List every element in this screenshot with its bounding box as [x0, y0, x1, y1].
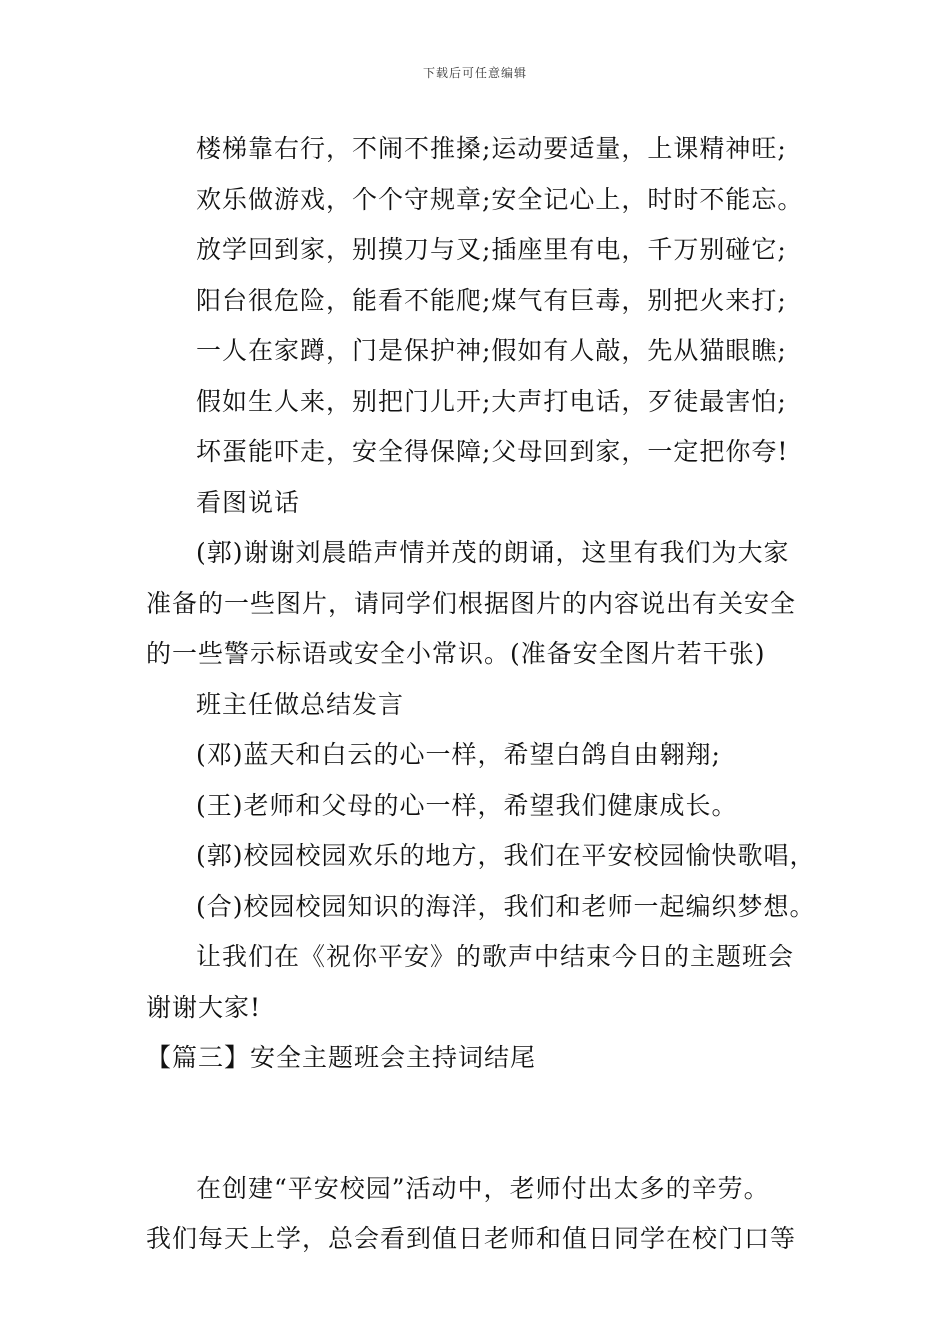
document-body — [146, 124, 816, 1265]
text-line: 的一些警示标语或安全小常识。(准备安全图片若干张) — [146, 639, 766, 668]
text-line: 假如生人来，别把门儿开;大声打电话，歹徒最害怕; — [196, 386, 787, 416]
text-line: 我们每天上学，总会看到值日老师和值日同学在校门口等 — [146, 1224, 797, 1253]
text-line: (郭)谢谢刘晨皓声情并茂的朗诵，这里有我们为大家 — [196, 538, 790, 567]
text-line: (王)老师和父母的心一样，希望我们健康成长。 — [196, 790, 738, 820]
text-line: 阳台很危险，能看不能爬;煤气有巨毒，别把火来打; — [196, 285, 787, 315]
text-line: 谢谢大家! — [146, 992, 262, 1022]
text-line: 楼梯靠右行，不闹不推搡;运动要适量，上课精神旺; — [196, 134, 787, 163]
text-line: 让我们在《祝你平安》的歌声中结束今日的主题班会 — [196, 942, 795, 971]
text-line: (郭)校园校园欢乐的地方，我们在平安校园愉快歌唱， — [196, 841, 816, 870]
text-line: 一人在家蹲，门是保护神;假如有人敲，先从猫眼瞧; — [196, 336, 787, 365]
document-section-1 — [146, 124, 816, 1084]
text-line: 看图说话 — [196, 487, 301, 517]
text-line: (合)校园校园知识的海洋，我们和老师一起编织梦想。 — [196, 891, 816, 921]
document-section-2 — [146, 1164, 816, 1265]
text-line: 【篇三】安全主题班会主持词结尾 — [146, 1043, 537, 1072]
text-line: 准备的一些图片，请同学们根据图片的内容说出有关安全 — [146, 588, 797, 618]
text-line: 坏蛋能吓走，安全得保障;父母回到家，一定把你夸! — [196, 437, 789, 466]
text-line: 班主任做总结发言 — [196, 689, 405, 719]
page-header: 下载后可任意编辑 — [422, 66, 527, 80]
text-line: 放学回到家，别摸刀与叉;插座里有电，千万别碰它; — [196, 235, 787, 264]
blank-spacer — [146, 1084, 816, 1164]
text-line: 在创建“平安校园”活动中，老师付出太多的辛劳。 — [196, 1173, 770, 1203]
text-line: 欢乐做游戏，个个守规章;安全记心上，时时不能忘。 — [196, 184, 804, 214]
text-line: (邓)蓝天和白云的心一样，希望白鸽自由翱翔; — [196, 740, 721, 769]
